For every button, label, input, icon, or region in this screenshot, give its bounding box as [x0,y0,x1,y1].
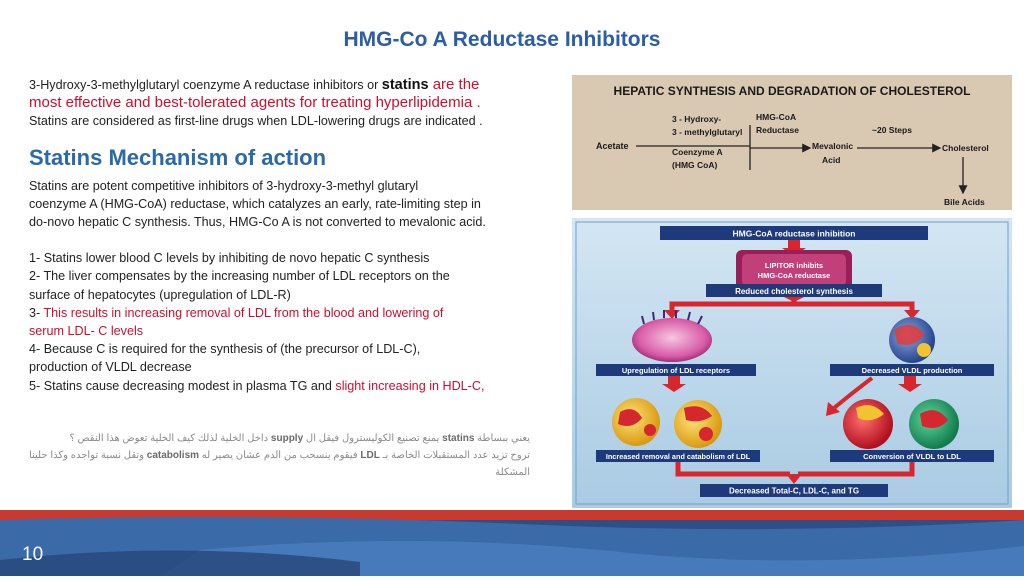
arabic-text: يعني ببساطة [474,433,530,444]
final-effect-label: Decreased Total-C, LDL-C, and TG [728,486,860,496]
point-2b: surface of hepatocytes (upregulation of LDL-R) [29,287,291,302]
arabic-note [8,430,530,481]
page-number: 10 [22,544,44,565]
reductase-label: HMG-CoA [756,112,797,122]
footer-band [0,510,1024,576]
point-4a: 4- Because C is required for the synthesis of (the precursor of LDL-C), [29,342,421,357]
mechanism-line: coenzyme A (HMG-CoA) reductase, which catalyzes an early, rate-limiting step in [29,196,481,211]
point-3-number: 3- [29,305,44,320]
hmg-coa-label: Coenzyme A [672,147,723,157]
arabic-term: catabolism [146,450,200,461]
arabic-line-1 [8,430,530,447]
arabic-text: وتقل نسبة تواجده وكذا حلينا المشكلة [28,450,530,478]
mechanism-points [29,249,544,395]
drug-label: LIPITOR inhibits [764,261,824,270]
bile-acids-label: Bile Acids [944,197,985,207]
point-2a: 2- The liver compensates by the increasing number of LDL receptors on the [29,269,450,284]
point-1: 1- Statins lower blood C levels by inhibiting de novo hepatic C synthesis [29,251,430,266]
mevalonic-label: Acid [822,155,841,165]
drug-label: HMG-CoA reductase [757,271,831,280]
mevalonic-label: Mevalonic [812,141,854,151]
point-5 [29,377,544,395]
point-5-text: 5- Statins cause decreasing modest in plasma TG and [29,378,336,393]
arabic-text: يمنع تصنيع الكوليسترول فيقل ال [303,433,443,444]
intro-paragraph [29,76,544,131]
arabic-text: داخل الخلية لذلك كيف الخلية تعوض هذا النقص ؟ [69,433,271,444]
hmg-coa-label: 3 - methylglutaryl [672,127,743,137]
intro-highlight-b: most effective and best-tolerated agents for treating hyperlipidemia . [29,94,481,112]
conversion-label: Conversion of VLDL to LDL [863,452,961,461]
hmg-coa-label: 3 - Hydroxy- [672,114,722,124]
point-3b: serum LDL- C levels [29,324,144,339]
content-column [29,76,544,395]
acetate-label: Acetate [596,141,629,151]
reduced-synthesis-label: Reduced cholesterol synthesis [735,287,853,296]
point-4b: production of VLDL decrease [29,360,192,375]
intro-text: 3-Hydroxy-3-methylglutaryl coenzyme A reductase inhibitors or [29,78,382,92]
cholesterol-label: Cholesterol [942,143,989,153]
removal-label: Increased removal and catabolism of LDL [605,452,751,461]
inhibition-label: HMG-CoA reductase inhibition [732,228,856,239]
mechanism-line: do-novo hepatic C synthesis. Thus, HMG-Co A is not converted to mevalonic acid. [29,215,486,230]
point-5-highlight: slight increasing in HDL-C, [335,378,485,393]
reductase-label: Reductase [756,125,799,135]
arabic-text: تروح تزيد عدد المستقبلات الخاصة بـ [379,450,530,461]
decreased-vldl-label: Decreased VLDL production [861,366,963,375]
arabic-text: فيقوم ينسحب من الدم عشان يصير له [199,450,361,461]
point-3 [29,304,544,322]
page-title: HMG-Co A Reductase Inhibitors [343,28,661,51]
statin-effects-figure [572,218,1012,508]
pathway-title: HEPATIC SYNTHESIS AND DEGRADATION OF CHOLESTEROL [613,84,971,98]
arabic-term: LDL [360,450,380,461]
cholesterol-pathway-figure [572,75,1012,210]
arabic-line-2 [8,447,530,481]
first-line-text: Statins are considered as first-line drugs when LDL-lowering drugs are indicated . [29,114,483,129]
mechanism-heading: Statins Mechanism of action [29,144,327,170]
intro-highlight-a: are the [428,76,480,93]
point-3-text: This results in increasing removal of LDL from the blood and lowering of [43,305,444,320]
ldl-receptor-cell [632,318,712,362]
mechanism-line: Statins are potent competitive inhibitors of 3-hydroxy-3-methyl glutaryl [29,178,419,193]
arabic-term: statins [442,433,475,444]
upregulation-label: Upregulation of LDL receptors [621,366,731,375]
mechanism-description [29,177,544,232]
steps-label: ~20 Steps [872,125,912,135]
statins-term: statins [381,77,429,93]
hmg-coa-label: (HMG CoA) [672,160,718,170]
arabic-term: supply [270,433,304,444]
